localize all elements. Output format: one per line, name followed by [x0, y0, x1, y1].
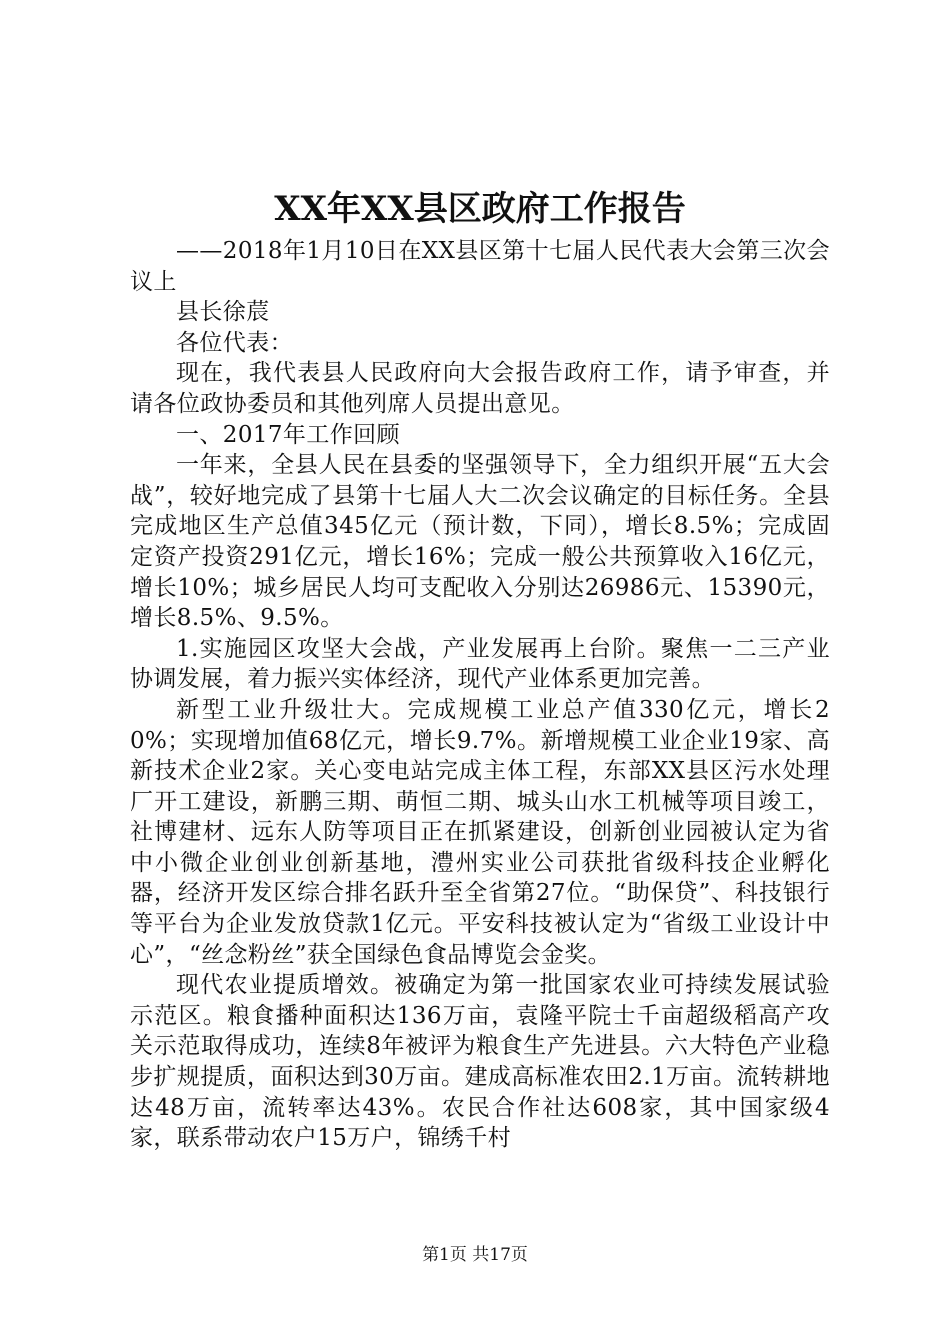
body-paragraph: 1.实施园区攻坚大会战，产业发展再上台阶。聚焦一二三产业协调发展，着力振兴实体经济，现代产业体系更加完善。 [130, 635, 830, 693]
intro-paragraph: 现在，我代表县人民政府向大会报告政府工作，请予审查，并请各位政协委员和其他列席人员提出意见。 [130, 360, 830, 417]
speaker-paragraph: 县长徐莀 [176, 299, 270, 326]
subtitle-paragraph: ——2018年1月10日在XX县区第十七届人民代表大会第三次会议上 [130, 238, 830, 295]
document-page [130, 182, 830, 1154]
body-paragraph: 现代农业提质增效。被确定为第一批国家农业可持续发展试验示范区。粮食播种面积达136万亩，袁隆平院士千亩超级稻高产攻关示范取得成功，连续8年被评为粮食生产先进县。六大特色产业稳步扩规提质，面积达到30万亩。建成高标准农田2.1万亩。流转耕地达48万亩，流转率达43%。农民合作社达608家，其中国家级4家，联系带动农户15万户，锦绣千村 [130, 972, 830, 1152]
body-paragraph: 新型工业升级壮大。完成规模工业总产值330亿元，增长20%；实现增加值68亿元，增长9.7%。新增规模工业企业19家、高新技术企业2家。关心变电站完成主体工程，东部XX县区污水处理厂开工建设，新鹏三期、萌恒二期、城头山水工机械等项目竣工，社博建材、远东人防等项目正在抓紧建设，创新创业园被认定为省中小微企业创业创新基地，澧州实业公司获批省级科技企业孵化器，经济开发区综合排名跃升至全省第27位。“助保贷”、科技银行等平台为企业发放贷款1亿元。平安科技被认定为“省级工业设计中心”，“丝念粉丝”获全国绿色食品博览会金奖。 [130, 696, 830, 968]
document-title: XX年XX县区政府工作报告 [274, 189, 686, 229]
section-heading: 一、2017年工作回顾 [176, 421, 400, 448]
salutation-paragraph: 各位代表： [176, 329, 293, 356]
body-paragraph: 一年来，全县人民在县委的坚强领导下，全力组织开展“五大会战”，较好地完成了县第十七届人大二次会议确定的目标任务。全县完成地区生产总值345亿元（预计数，下同），增长8.5%；完成固定资产投资291亿元，增长16%；完成一般公共预算收入16亿元，增长10%；城乡居民人均可支配收入分别达26986元、15390元，增长8.5%、9.5%。 [130, 452, 830, 632]
page-footer: 第1页 共17页 [422, 1245, 528, 1265]
